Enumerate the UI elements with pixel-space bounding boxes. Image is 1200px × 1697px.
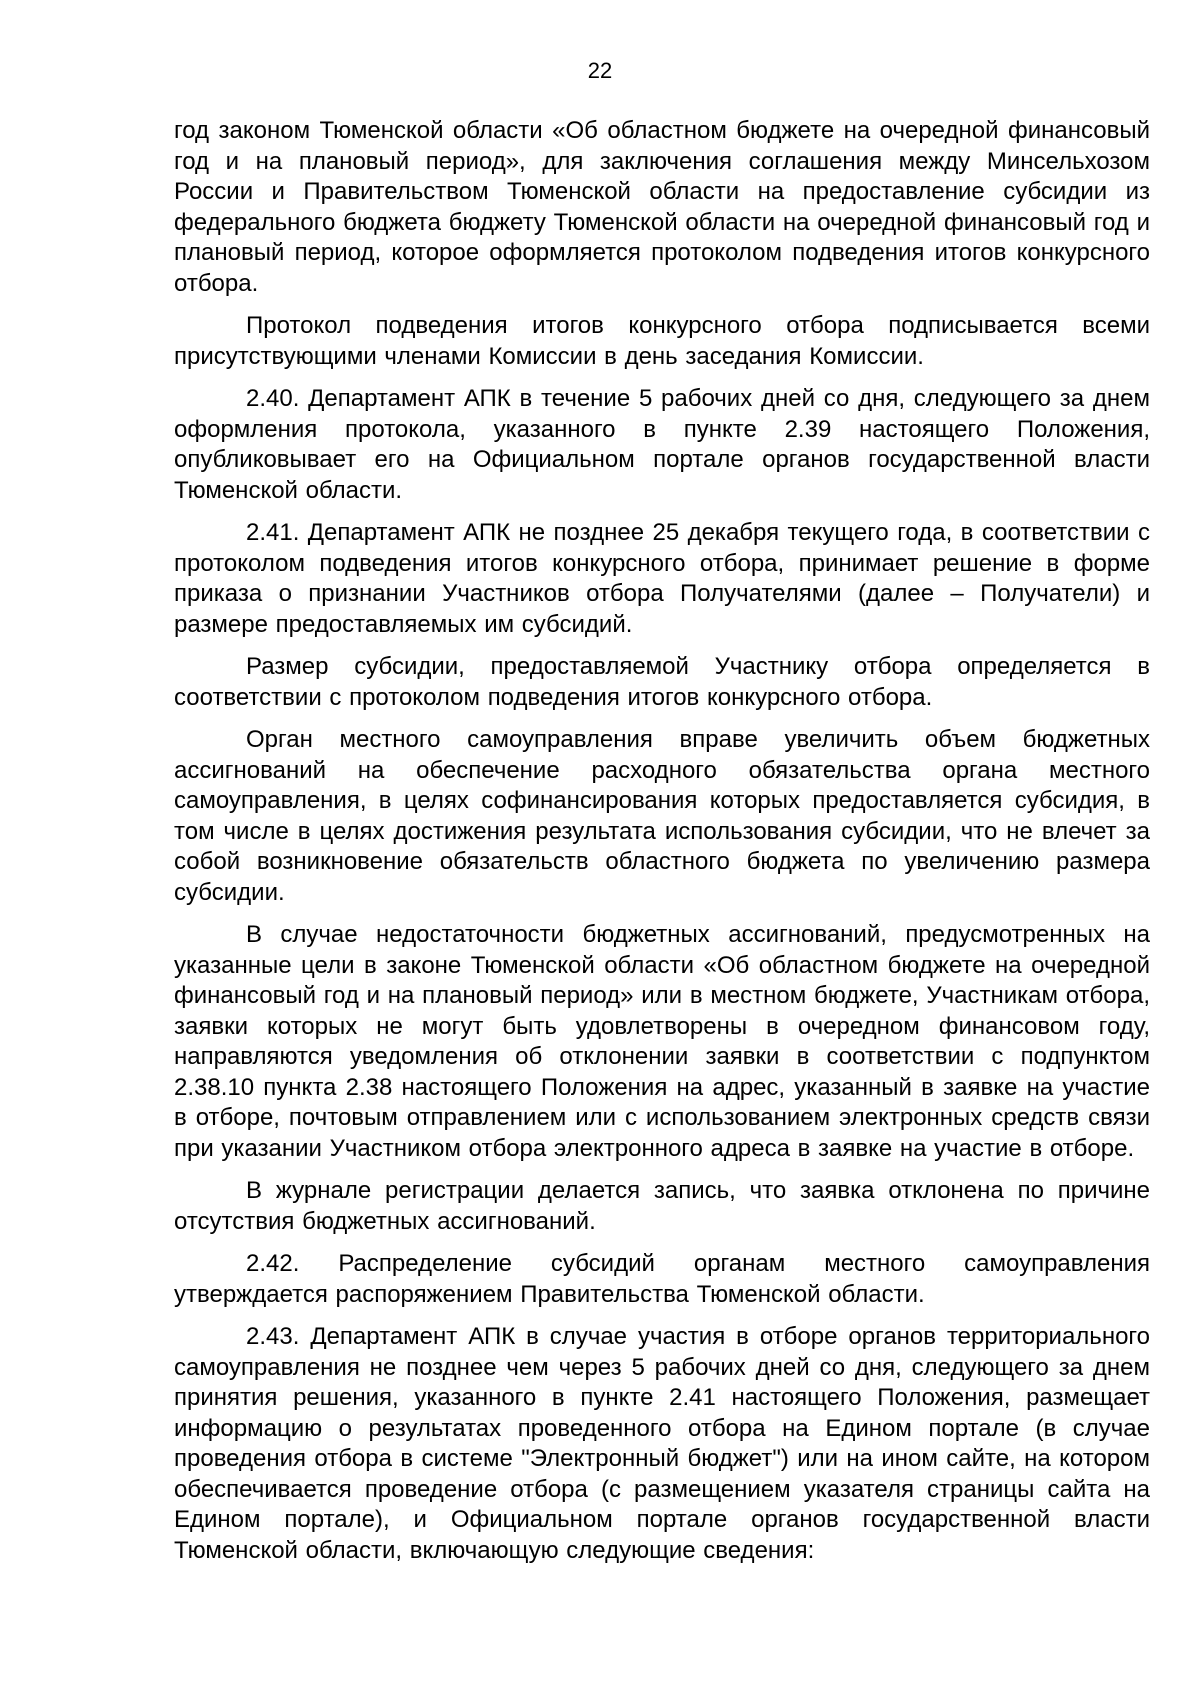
paragraph-protocol-signing: Протокол подведения итогов конкурсного отбора подписывается всеми присутствующими членами Комиссии в день заседания Комиссии. [174,312,1150,370]
paragraph-insufficient-funds: В случае недостаточности бюджетных ассигнований, предусмотренных на указанные цели в законе Тюменской области «Об областном бюджете на очередной финансовый год и на плановый период» или в местном бюджете, Участникам отбора, заявки которых не могут быть удовлетворены в очередном финансовом году, направляются уведомления об отклонении заявки в соответствии с подпунктом 2.38.10 пункта 2.38 настоящего Положения на адрес, указанный в заявке на участие в отборе, почтовым отправлением или с использованием электронных средств связи при указании Участником отбора электронного адреса в заявке на участие в отборе. [174,921,1150,1162]
paragraph-2-42: 2.42. Распределение субсидий органам местного самоуправления утверждается распоряжением Правительства Тюменской области. [174,1250,1150,1308]
paragraph-continuation: год законом Тюменской области «Об областном бюджете на очередной финансовый год и на плановый период», для заключения соглашения между Минсельхозом России и Правительством Тюменской области на предоставление субсидии из федерального бюджета бюджету Тюменской области на очередной финансовый год и плановый период, которое оформляется протоколом подведения итогов конкурсного отбора. [174,117,1150,297]
paragraph-registration-journal: В журнале регистрации делается запись, что заявка отклонена по причине отсутствия бюджетных ассигнований. [174,1177,1150,1235]
paragraph-local-government: Орган местного самоуправления вправе увеличить объем бюджетных ассигнований на обеспечение расходного обязательства органа местного самоуправления, в целях софинансирования которых предоставляется субсидия, в том числе в целях достижения результата использования субсидии, что не влечет за собой возникновение обязательств областного бюджета по увеличению размера субсидии. [174,726,1150,906]
paragraph-2-40: 2.40. Департамент АПК в течение 5 рабочих дней со дня, следующего за днем оформления протокола, указанного в пункте 2.39 настоящего Положения, опубликовывает его на Официальном портале органов государственной власти Тюменской области. [174,385,1150,504]
page-number: 22 [587,58,613,83]
paragraph-2-43: 2.43. Департамент АПК в случае участия в отборе органов территориального самоуправления не позднее чем через 5 рабочих дней со дня, следующего за днем принятия решения, указанного в пункте 2.41 настоящего Положения, размещает информацию о результатах проведенного отбора на Едином портале (в случае проведения отбора в системе "Электронный бюджет") или на ином сайте, на котором обеспечивается проведение отбора (с размещением указателя страницы сайта на Едином портале), и Официальном портале органов государственной власти Тюменской области, включающую следующие сведения: [174,1323,1150,1564]
paragraph-subsidy-size: Размер субсидии, предоставляемой Участнику отбора определяется в соответствии с протоколом подведения итогов конкурсного отбора. [174,653,1150,711]
document-body [174,116,1150,1578]
paragraph-2-41: 2.41. Департамент АПК не позднее 25 декабря текущего года, в соответствии с протоколом подведения итогов конкурсного отбора, принимает решение в форме приказа о признании Участников отбора Получателями (далее – Получатели) и размере предоставляемых им субсидий. [174,519,1150,638]
